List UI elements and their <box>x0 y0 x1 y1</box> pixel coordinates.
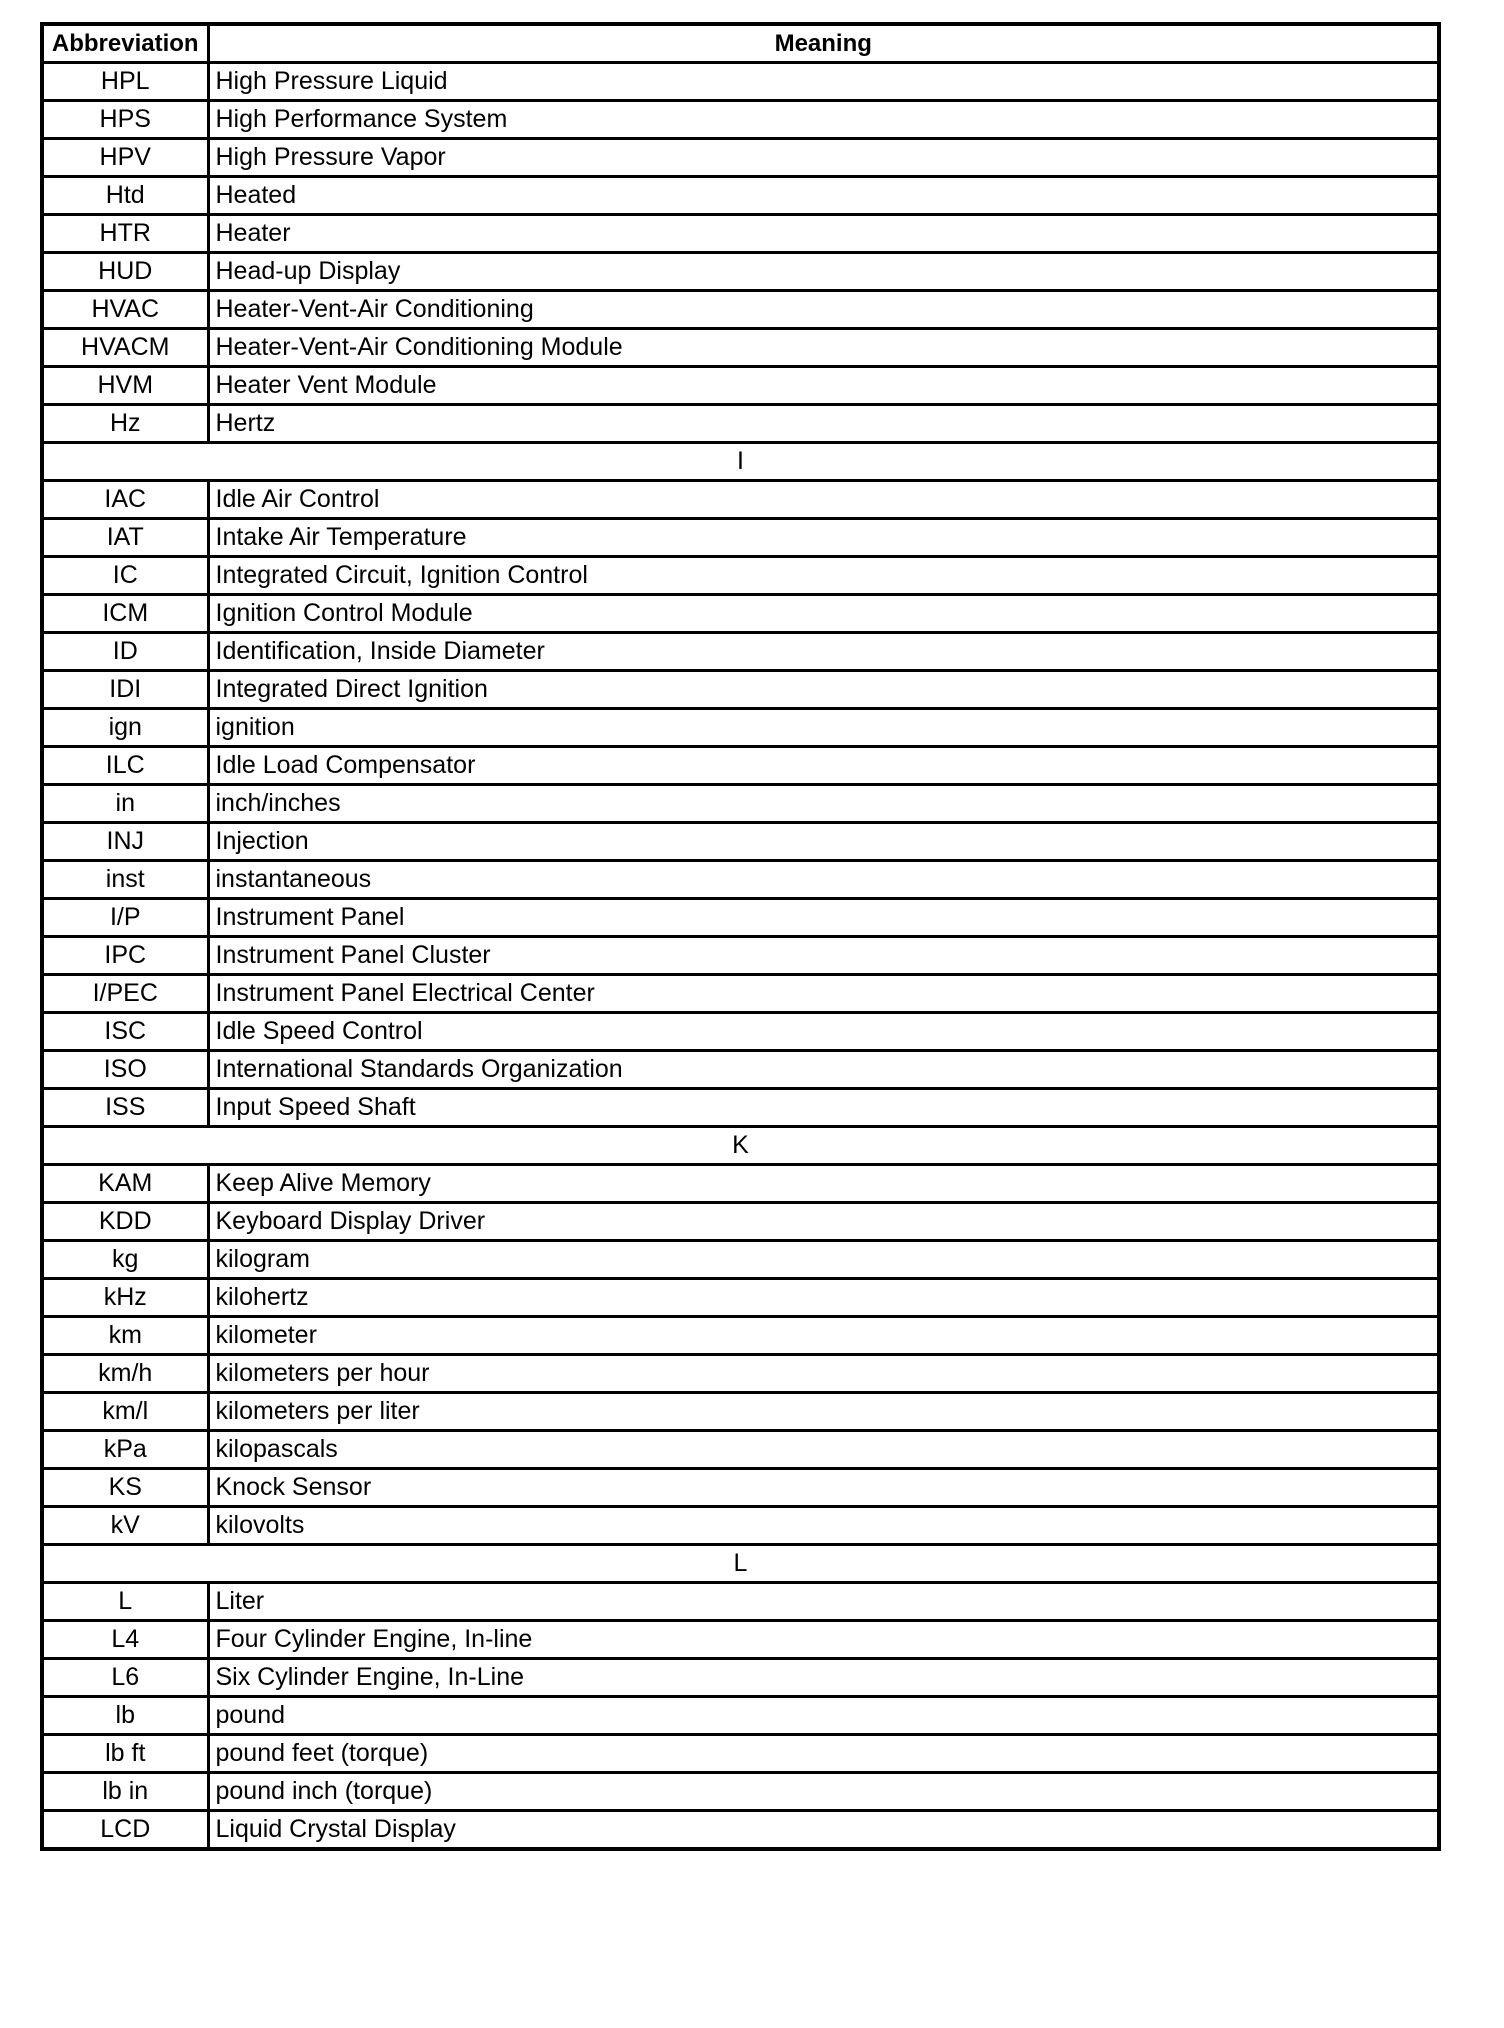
section-letter: L <box>42 1545 1439 1583</box>
meaning-cell: Heater-Vent-Air Conditioning Module <box>208 329 1439 367</box>
meaning-cell: ignition <box>208 709 1439 747</box>
meaning-cell: Heater Vent Module <box>208 367 1439 405</box>
meaning-cell: Hertz <box>208 405 1439 443</box>
abbreviation-cell: L4 <box>42 1621 208 1659</box>
meaning-cell: Intake Air Temperature <box>208 519 1439 557</box>
meaning-cell: kilovolts <box>208 1507 1439 1545</box>
table-row <box>42 1735 1439 1773</box>
abbreviation-cell: L <box>42 1583 208 1621</box>
abbreviation-cell: LCD <box>42 1811 208 1850</box>
abbreviation-cell: ILC <box>42 747 208 785</box>
table-row <box>42 937 1439 975</box>
section-row <box>42 1545 1439 1583</box>
meaning-cell: Idle Speed Control <box>208 1013 1439 1051</box>
meaning-cell: Identification, Inside Diameter <box>208 633 1439 671</box>
table-row <box>42 1051 1439 1089</box>
meaning-cell: High Pressure Vapor <box>208 139 1439 177</box>
abbreviation-cell: HPS <box>42 101 208 139</box>
abbreviation-cell: kV <box>42 1507 208 1545</box>
abbreviation-cell: kHz <box>42 1279 208 1317</box>
abbreviation-cell: ign <box>42 709 208 747</box>
table-row <box>42 823 1439 861</box>
table-row <box>42 1279 1439 1317</box>
meaning-cell: International Standards Organization <box>208 1051 1439 1089</box>
abbreviation-cell: km/h <box>42 1355 208 1393</box>
table-row <box>42 1241 1439 1279</box>
abbreviation-cell: IAT <box>42 519 208 557</box>
table-row <box>42 139 1439 177</box>
table-row <box>42 1089 1439 1127</box>
meaning-cell: kilometer <box>208 1317 1439 1355</box>
meaning-cell: Liter <box>208 1583 1439 1621</box>
table-row <box>42 671 1439 709</box>
section-row <box>42 443 1439 481</box>
abbreviation-cell: HPV <box>42 139 208 177</box>
table-row <box>42 633 1439 671</box>
section-letter: K <box>42 1127 1439 1165</box>
table-row <box>42 1203 1439 1241</box>
meaning-cell: Knock Sensor <box>208 1469 1439 1507</box>
abbreviation-cell: IC <box>42 557 208 595</box>
abbreviation-cell: ISS <box>42 1089 208 1127</box>
abbreviation-cell: lb ft <box>42 1735 208 1773</box>
table-row <box>42 63 1439 101</box>
meaning-cell: Instrument Panel <box>208 899 1439 937</box>
table-row <box>42 557 1439 595</box>
meaning-cell: Input Speed Shaft <box>208 1089 1439 1127</box>
meaning-cell: Injection <box>208 823 1439 861</box>
meaning-cell: Keyboard Display Driver <box>208 1203 1439 1241</box>
table-row <box>42 101 1439 139</box>
meaning-cell: kilohertz <box>208 1279 1439 1317</box>
table-row <box>42 253 1439 291</box>
table-row <box>42 1431 1439 1469</box>
table-row <box>42 291 1439 329</box>
abbreviation-cell: IDI <box>42 671 208 709</box>
meaning-cell: pound <box>208 1697 1439 1735</box>
abbreviation-cell: ISO <box>42 1051 208 1089</box>
table-row <box>42 1013 1439 1051</box>
table-row <box>42 177 1439 215</box>
table-row <box>42 405 1439 443</box>
table-row <box>42 1393 1439 1431</box>
abbreviation-cell: I/P <box>42 899 208 937</box>
header-abbreviation: Abbreviation <box>42 24 208 63</box>
abbreviation-cell: L6 <box>42 1659 208 1697</box>
meaning-cell: Integrated Circuit, Ignition Control <box>208 557 1439 595</box>
meaning-cell: Integrated Direct Ignition <box>208 671 1439 709</box>
meaning-cell: instantaneous <box>208 861 1439 899</box>
abbreviation-cell: kg <box>42 1241 208 1279</box>
abbreviation-cell: km <box>42 1317 208 1355</box>
abbreviation-cell: ID <box>42 633 208 671</box>
meaning-cell: Liquid Crystal Display <box>208 1811 1439 1850</box>
abbreviation-cell: km/l <box>42 1393 208 1431</box>
meaning-cell: Heated <box>208 177 1439 215</box>
abbreviation-cell: HUD <box>42 253 208 291</box>
table-row <box>42 709 1439 747</box>
abbreviation-cell: ICM <box>42 595 208 633</box>
abbreviation-cell: KDD <box>42 1203 208 1241</box>
abbreviation-cell: HVACM <box>42 329 208 367</box>
abbreviation-cell: HPL <box>42 63 208 101</box>
meaning-cell: Instrument Panel Cluster <box>208 937 1439 975</box>
abbreviation-cell: KS <box>42 1469 208 1507</box>
meaning-cell: High Performance System <box>208 101 1439 139</box>
table-row <box>42 747 1439 785</box>
table-row <box>42 215 1439 253</box>
meaning-cell: Ignition Control Module <box>208 595 1439 633</box>
meaning-cell: kilometers per hour <box>208 1355 1439 1393</box>
table-header <box>42 24 1439 63</box>
abbreviation-cell: Htd <box>42 177 208 215</box>
abbreviation-cell: ISC <box>42 1013 208 1051</box>
table-row <box>42 1165 1439 1203</box>
meaning-cell: Keep Alive Memory <box>208 1165 1439 1203</box>
abbreviation-cell: HTR <box>42 215 208 253</box>
abbreviation-cell: Hz <box>42 405 208 443</box>
meaning-cell: Idle Load Compensator <box>208 747 1439 785</box>
table-row <box>42 481 1439 519</box>
header-row <box>42 24 1439 63</box>
meaning-cell: Four Cylinder Engine, In-line <box>208 1621 1439 1659</box>
meaning-cell: Heater-Vent-Air Conditioning <box>208 291 1439 329</box>
abbreviation-cell: lb <box>42 1697 208 1735</box>
abbreviation-cell: KAM <box>42 1165 208 1203</box>
table-row <box>42 595 1439 633</box>
abbreviation-cell: HVM <box>42 367 208 405</box>
meaning-cell: Idle Air Control <box>208 481 1439 519</box>
table-row <box>42 519 1439 557</box>
table-row <box>42 1355 1439 1393</box>
meaning-cell: kilogram <box>208 1241 1439 1279</box>
abbreviation-cell: INJ <box>42 823 208 861</box>
section-row <box>42 1127 1439 1165</box>
table-row <box>42 785 1439 823</box>
table-body <box>42 63 1439 1850</box>
abbreviation-cell: I/PEC <box>42 975 208 1013</box>
abbreviation-cell: inst <box>42 861 208 899</box>
meaning-cell: pound inch (torque) <box>208 1773 1439 1811</box>
abbreviation-cell: in <box>42 785 208 823</box>
abbreviation-cell: lb in <box>42 1773 208 1811</box>
table-row <box>42 1773 1439 1811</box>
table-row <box>42 975 1439 1013</box>
table-row <box>42 1621 1439 1659</box>
table-row <box>42 1507 1439 1545</box>
meaning-cell: kilometers per liter <box>208 1393 1439 1431</box>
table-row <box>42 1811 1439 1850</box>
meaning-cell: Head-up Display <box>208 253 1439 291</box>
meaning-cell: kilopascals <box>208 1431 1439 1469</box>
abbreviation-table <box>40 22 1441 1851</box>
table-row <box>42 899 1439 937</box>
abbreviation-cell: IPC <box>42 937 208 975</box>
table-row <box>42 329 1439 367</box>
header-meaning: Meaning <box>208 24 1439 63</box>
meaning-cell: inch/inches <box>208 785 1439 823</box>
abbreviation-cell: kPa <box>42 1431 208 1469</box>
section-letter: I <box>42 443 1439 481</box>
abbreviation-cell: HVAC <box>42 291 208 329</box>
meaning-cell: Heater <box>208 215 1439 253</box>
meaning-cell: Instrument Panel Electrical Center <box>208 975 1439 1013</box>
meaning-cell: pound feet (torque) <box>208 1735 1439 1773</box>
table-row <box>42 1469 1439 1507</box>
table-row <box>42 1317 1439 1355</box>
abbreviation-cell: IAC <box>42 481 208 519</box>
table-row <box>42 861 1439 899</box>
table-row <box>42 367 1439 405</box>
meaning-cell: High Pressure Liquid <box>208 63 1439 101</box>
table-row <box>42 1697 1439 1735</box>
table-row <box>42 1659 1439 1697</box>
table-row <box>42 1583 1439 1621</box>
meaning-cell: Six Cylinder Engine, In-Line <box>208 1659 1439 1697</box>
